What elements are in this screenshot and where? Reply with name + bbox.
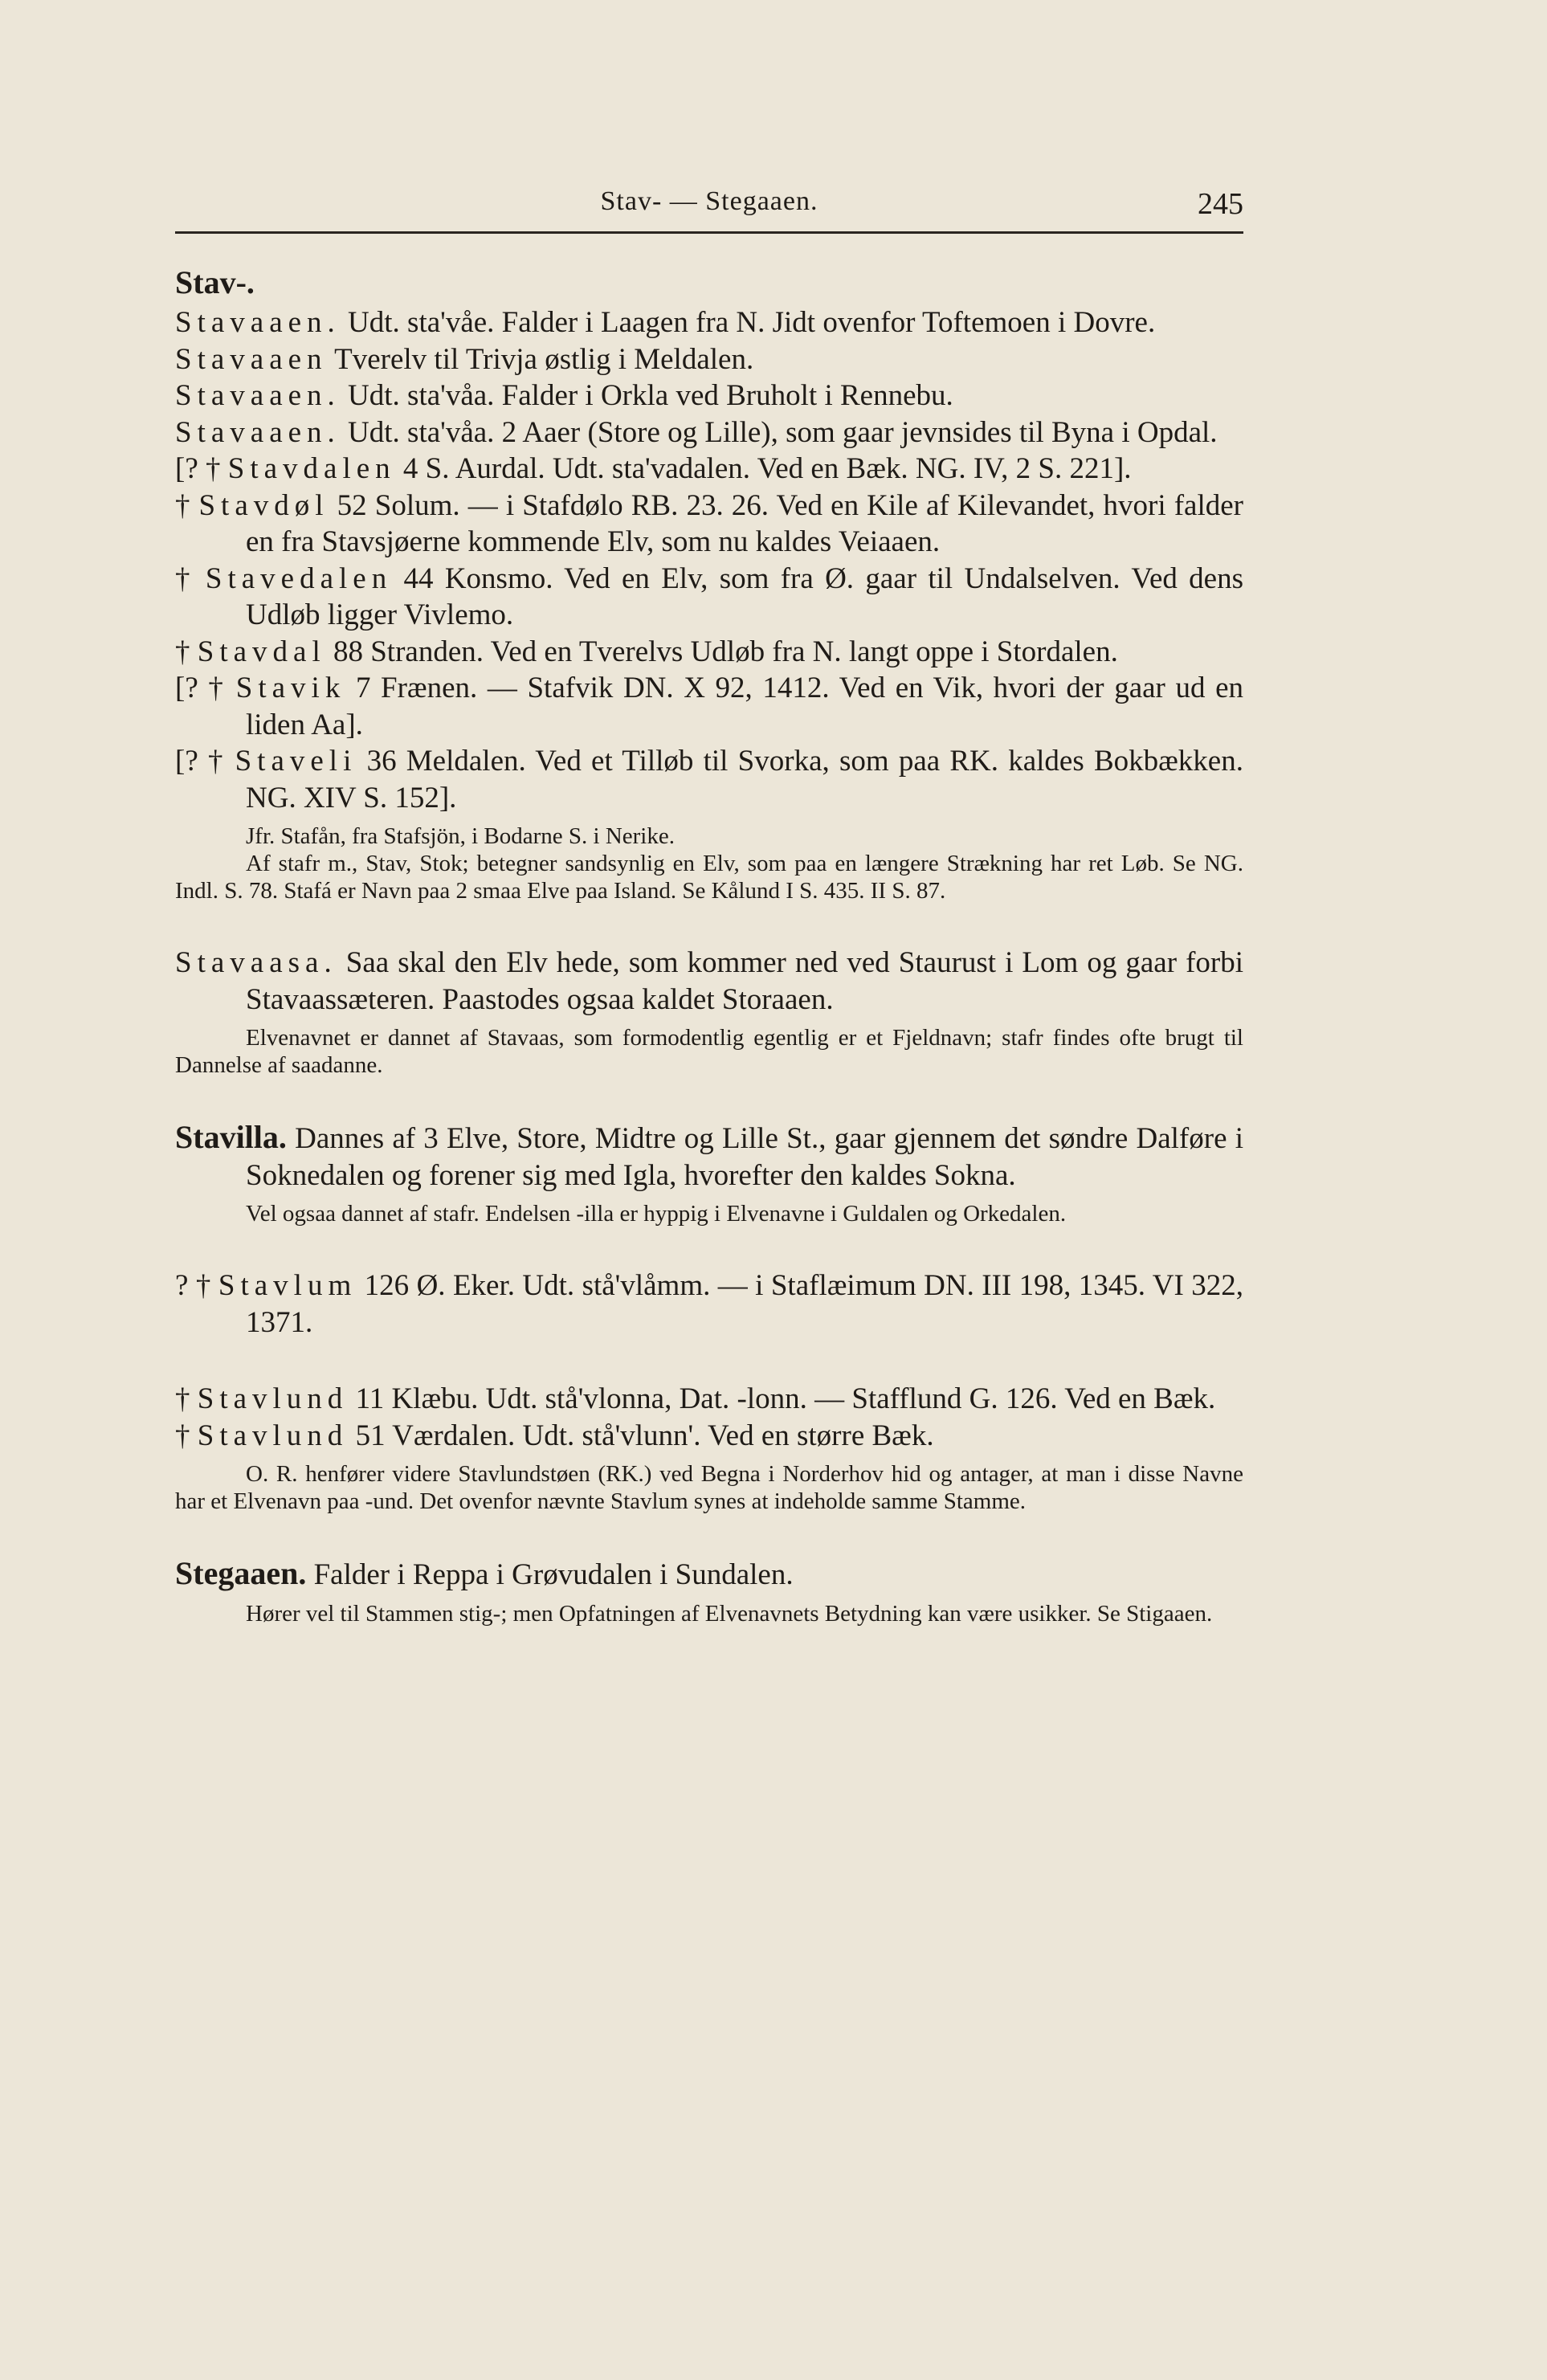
entry-name: Stavedalen [205, 561, 393, 595]
entry-name: Stavaaen [175, 342, 328, 376]
entry-text: 44 Konsmo. Ved en Elv, som fra Ø. gaar til Undalselven. Ved dens Udløb ligger Vivlemo. [246, 561, 1243, 631]
entry-stavedalen [175, 561, 1243, 634]
entry-name: Staveli [235, 745, 357, 778]
entry-stavilla [175, 1119, 1243, 1194]
entry-prefix: ? † [175, 1269, 218, 1302]
entry-text: 88 Stranden. Ved en Tverelvs Udløb fra N. langt oppe i Stordalen. [325, 635, 1118, 668]
entry-prefix: † [175, 1419, 198, 1452]
entry-text: Saa skal den Elv hede, som kommer ned ved Staurust i Lom og gaar forbi Stavaassæteren. Paastodes ogsaa kaldet Storaaen. [246, 946, 1243, 1016]
entry-text: 36 Meldalen. Ved et Tilløb til Svorka, som paa RK. kaldes Bokbækken. NG. XIV S. 152]. [246, 745, 1243, 814]
entry-text: 11 Klæbu. Udt. stå'vlonna, Dat. -lonn. — Stafflund G. 126. Ved en Bæk. [348, 1382, 1216, 1415]
entry-stavaasa [175, 945, 1243, 1018]
entry-name: Stavilla. [175, 1119, 287, 1155]
entry-text: Falder i Reppa i Grøvudalen i Sundalen. [306, 1558, 794, 1591]
note-stavilla: Vel ogsaa dannet af stafr. Endelsen -illa er hyppig i Elvenavne i Guldalen og Orkedalen. [246, 1201, 1067, 1227]
entry-stavdol [175, 488, 1243, 561]
note-stav-1: Jfr. Stafån, fra Stafsjön, i Bodarne S. i Nerike. [246, 823, 675, 849]
header-rule [175, 231, 1243, 234]
entry-text: Udt. sta'våa. 2 Aaer (Store og Lille), som gaar jevnsides til Byna i Opdal. [340, 415, 1218, 449]
entry-name: Stavlum [218, 1269, 357, 1302]
entry-prefix: † [175, 488, 199, 522]
entry-prefix: † [175, 1382, 198, 1415]
running-title: Stav- — Stegaaen. [600, 186, 818, 216]
entry-text: 4 S. Aurdal. Udt. sta'vadalen. Ved en Bæk. NG. IV, 2 S. 221]. [395, 452, 1132, 485]
entry-prefix: † [175, 561, 206, 595]
entry-prefix: † [175, 635, 198, 668]
spacer [175, 1341, 1243, 1381]
entry-name: Stavaasa. [175, 946, 337, 979]
note-stavlund: O. R. henfører videre Stavlundstøen (RK.) ved Begna i Norderhov hid og antager, at man i disse Navne har et Elvenavn paa -und. Det ovenfor nævnte Stavlum synes at indeholde samme Stamme. [175, 1461, 1243, 1514]
entry-stavlum [175, 1268, 1243, 1341]
entry-name: Stavaaen. [175, 306, 341, 339]
entry-text: Dannes af 3 Elve, Store, Midtre og Lille St., gaar gjennem det søndre Dalføre i Soknedalen og forener sig med Igla, hvorefter den kaldes Sokna. [246, 1122, 1243, 1192]
note-stegaaen: Hører vel til Stammen stig-; men Opfatningen af Elvenavnets Betydning kan være usikker. Se Stigaaen. [246, 1600, 1213, 1627]
section-heading-stav: Stav-. [175, 264, 255, 300]
entry-name: Stavaaen. [175, 415, 341, 449]
entry-text: Udt. sta'våa. Falder i Orkla ved Bruholt i Rennebu. [340, 379, 953, 412]
entry-text: 126 Ø. Eker. Udt. stå'vlåmm. — i Staflæimum DN. III 198, 1345. VI 322, 1371. [246, 1269, 1243, 1339]
entry-text: 52 Solum. — i Stafdølo RB. 23. 26. Ved en Kile af Kilevandet, hvori falder en fra Stavsjøerne kommende Elv, som nu kaldes Veiaaen. [246, 488, 1243, 558]
spacer [175, 1079, 1243, 1119]
entry-stavdal [175, 634, 1243, 671]
entry-text: Udt. sta'våe. Falder i Laagen fra N. Jidt ovenfor Toftemoen i Dovre. [340, 306, 1156, 339]
entry-name: Stavdal [197, 635, 326, 668]
note-stavaasa: Elvenavnet er dannet af Stavaas, som formodentlig egentlig er et Fjeldnavn; stafr findes ofte brugt til Dannelse af saadanne. [175, 1025, 1243, 1078]
entry-stavik [175, 670, 1243, 743]
entry-stavlund-1 [175, 1381, 1243, 1418]
entry-staveli [175, 743, 1243, 816]
entry-stavaaen-4 [175, 414, 1243, 451]
entry-text: 51 Værdalen. Udt. stå'vlunn'. Ved en større Bæk. [348, 1419, 934, 1452]
entry-name: Stavaaen. [175, 379, 341, 412]
spacer [175, 904, 1243, 945]
entry-stavaaen-3 [175, 378, 1243, 414]
entry-name: Stegaaen. [175, 1555, 307, 1591]
entry-prefix: [? † [175, 745, 235, 778]
entry-prefix: [? † [175, 672, 236, 704]
entry-name: Stavlund [197, 1419, 349, 1452]
page-header [175, 186, 1243, 235]
entry-name: Stavlund [197, 1382, 349, 1415]
entry-stavaaen-1 [175, 304, 1243, 341]
entry-name: Stavik [235, 672, 346, 704]
page-number: 245 [1198, 187, 1243, 221]
entry-text: 7 Frænen. — Stafvik DN. X 92, 1412. Ved en Vik, hvori der gaar ud en liden Aa]. [246, 672, 1243, 741]
entry-prefix: [? † [175, 452, 228, 485]
entry-stavlund-2 [175, 1418, 1243, 1455]
entry-stavdalen [175, 451, 1243, 488]
spacer [175, 1227, 1243, 1268]
entry-stegaaen [175, 1555, 1243, 1594]
entry-name: Stavdalen [227, 452, 396, 485]
entry-stavaaen-2 [175, 341, 1243, 378]
page-body [175, 261, 1243, 1627]
spacer [175, 1515, 1243, 1555]
entry-name: Stavdøl [198, 488, 329, 522]
entry-text: Tverelv til Trivja østlig i Meldalen. [327, 342, 754, 376]
note-stav-2: Af stafr m., Stav, Stok; betegner sandsynlig en Elv, som paa en længere Strækning har ret Løb. Se NG. Indl. S. 78. Stafá er Navn paa 2 smaa Elve paa Island. Se Kålund I S. 435. II S. 87. [175, 851, 1243, 904]
